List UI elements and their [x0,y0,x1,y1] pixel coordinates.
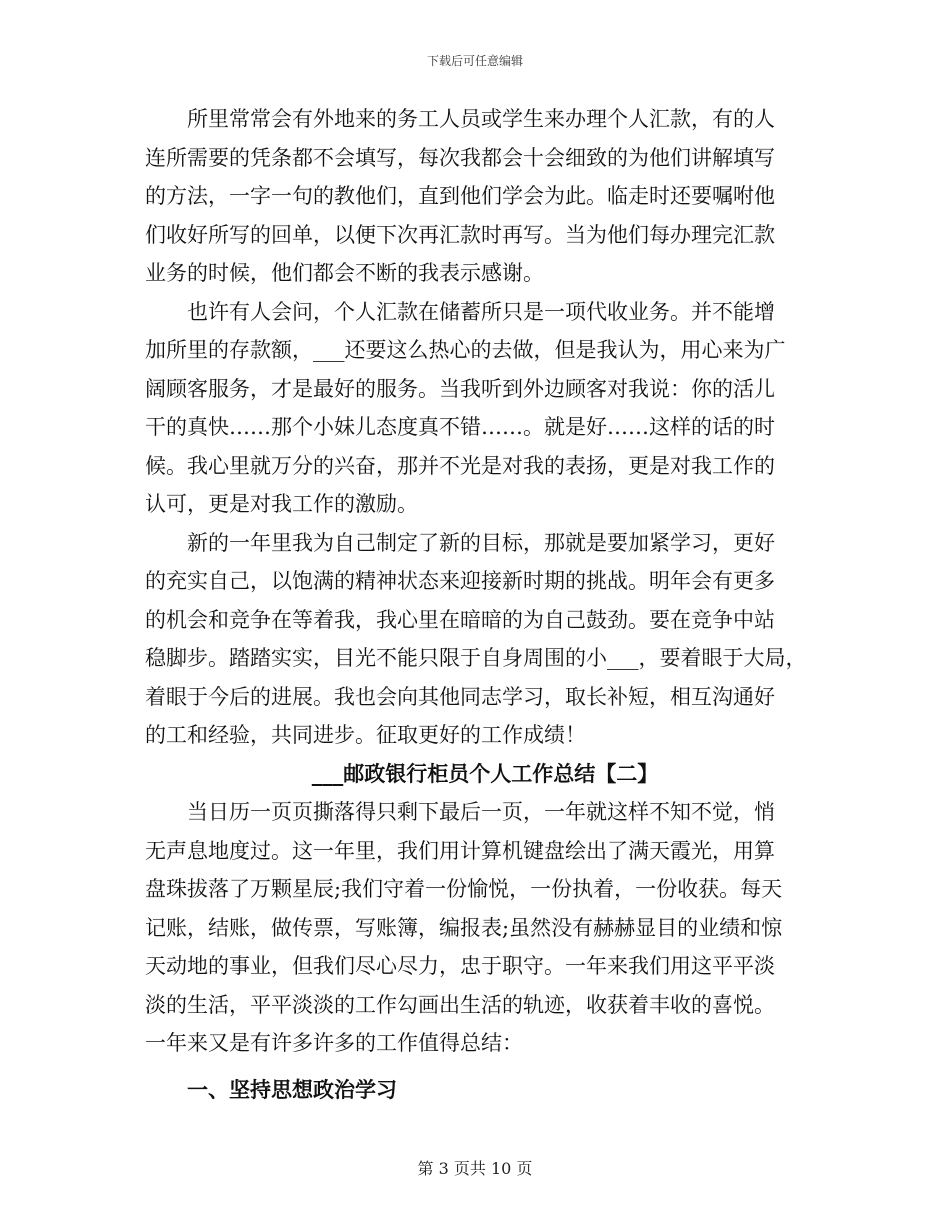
paragraph-line: 当日历一页页撕落得只剩下最后一页，一年就这样不知不觉，悄 [187,800,775,824]
paragraph-line: 的工和经验，共同进步。征取更好的工作成绩！ [145,723,586,747]
paragraph-line: 无声息地度过。这一年里，我们用计算机键盘绘出了满天霞光，用算 [145,838,775,863]
paragraph-line: 也许有人会问，个人汇款在储蓄所只是一项代收业务。并不能增 [187,299,775,324]
page-footer: 第 3 页共 10 页 [417,1159,533,1178]
paragraph-line: 的充实自己，以饱满的精神状态来迎接新时期的挑战。明年会有更多 [145,569,775,593]
paragraph-line: 认可，更是对我工作的激励。 [145,492,418,516]
section-title: ___邮政银行柜员个人工作总结【二】 [311,760,659,786]
paragraph-line: 稳脚步。踏踏实实，目光不能只限于自身周围的小___，要着眼于大局， [145,646,807,670]
paragraph-line: 连所需要的凭条都不会填写，每次我都会十会细致的为他们讲解填写 [145,145,775,170]
paragraph-line: 新的一年里我为自己制定了新的目标，那就是要加紧学习，更好 [187,530,775,555]
paragraph-line: 盘珠拔落了万颗星辰;我们守着一份愉悦，一份执着，一份收获。每天 [145,877,783,901]
paragraph-line: 一年来又是有许多许多的工作值得总结： [145,1031,523,1055]
paragraph-line: 所里常常会有外地来的务工人员或学生来办理个人汇款，有的人 [187,107,775,131]
paragraph-line: 天动地的事业，但我们尽心尽力，忠于职守。一年来我们用这平平淡 [145,954,775,978]
paragraph-line: 记账，结账，做传票，写账簿，编报表;虽然没有赫赫显目的业绩和惊 [145,915,783,940]
paragraph-line: 淡的生活，平平淡淡的工作勾画出生活的轨迹，收获着丰收的喜悦。 [145,992,775,1017]
document-body [145,100,825,1109]
paragraph-line: 的方法，一字一句的教他们，直到他们学会为此。临走时还要嘱咐他 [145,184,775,208]
paragraph-line: 候。我心里就万分的兴奋，那并不光是对我的表扬，更是对我工作的 [145,453,775,478]
paragraph-line: 的机会和竞争在等着我，我心里在暗暗的为自己鼓劲。要在竞争中站 [145,607,775,632]
paragraph-line: 业务的时候，他们都会不断的我表示感谢。 [145,261,544,285]
paragraph-line: 加所里的存款额，___还要这么热心的去做，但是我认为，用心来为广 [145,338,786,362]
paragraph-line: 阔顾客服务，才是最好的服务。当我听到外边顾客对我说：你的活儿 [145,376,775,401]
page-header: 下载后可任意编辑 [426,54,523,68]
paragraph-line: 们收好所写的回单，以便下次再汇款时再写。当为他们每办理完汇款 [145,222,775,247]
subsection-heading: 一、坚持思想政治学习 [187,1076,397,1102]
paragraph-line: 着眼于今后的进展。我也会向其他同志学习，取长补短，相互沟通好 [145,684,775,709]
paragraph-line: 干的真快……那个小妹儿态度真不错……。就是好……这样的话的时 [145,415,775,439]
